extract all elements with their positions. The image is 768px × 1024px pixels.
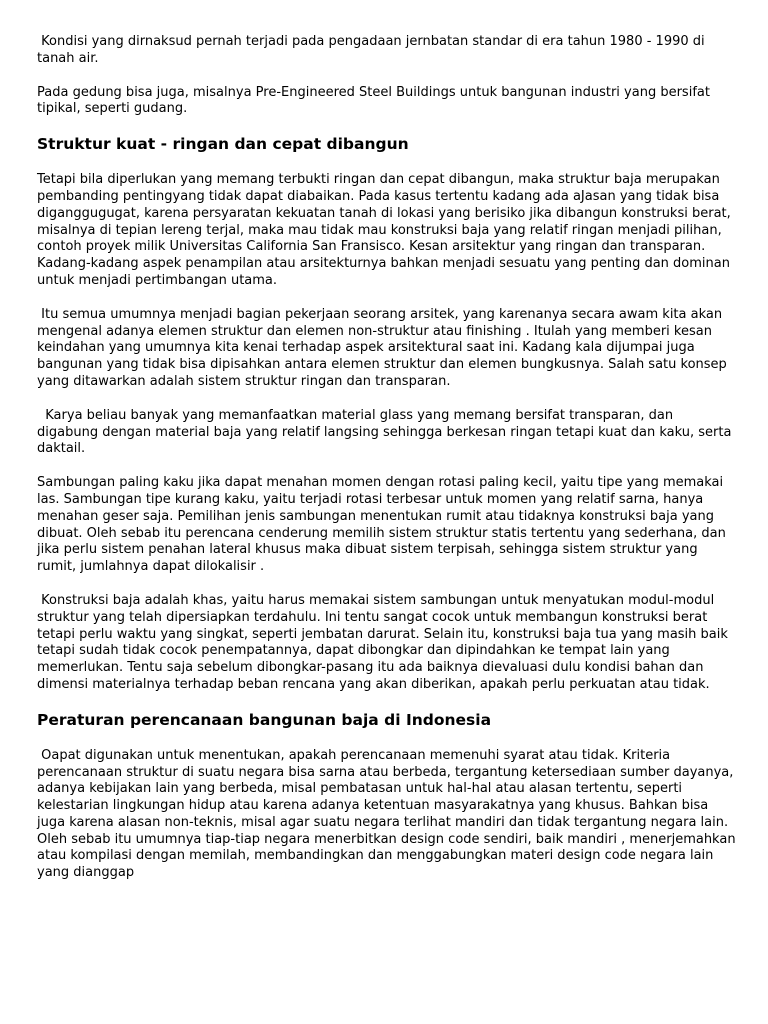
paragraph-6: Sambungan paling kaku jika dapat menahan momen dengan rotasi paling kecil, yaitu tipe yang memakai las. Sambungan tipe kurang kaku, yaitu terjadi rotasi terbesar untuk momen yang relatif sarna, hanya menahan geser saja. Pemilihan jenis sambungan menentukan rumit atau tidaknya konstruksi baja yang dibuat. Oleh sebab itu perencana cenderung memilih sistem struktur statis tertentu yang sederhana, dan jika perlu sistem penahan lateral khusus maka dibuat sistem terpisah, sehingga sistem struktur yang rumit, jumlahnya dapat dilokalisir .	[37, 475, 730, 575]
paragraph-3: Tetapi bila diperlukan yang memang terbukti ringan dan cepat dibangun, maka struktur baja merupakan pembanding pentingyang tidak dapat diabaikan. Pada kasus tertentu kadang ada aJasan yang tidak bisa diganggugugat, karena persyaratan kekuatan tanah di lokasi yang berisiko jika dibangun konstruksi berat, misalnya di tepian lereng terjal, maka mau tidak mau konstruksi baja yang relatif ringan menjadi pilihan, contoh proyek milik Universitas California San Fransisco. Kesan arsitektur yang ringan dan transparan. Kadang-kadang aspek penampilan atau arsitekturnya bahkan menjadi sesuatu yang penting dan dominan untuk menjadi pertimbangan utama.	[37, 172, 735, 288]
paragraph-5: Karya beliau banyak yang memanfaatkan material glass yang memang bersifat transparan, dan digabung dengan material baja yang relatif langsing sehingga berkesan ringan tetapi kuat dan kaku, serta daktail.	[37, 407, 736, 457]
paragraph-1: Kondisi yang dirnaksud pernah terjadi pada pengadaan jernbatan standar di era tahun 1980 - 1990 di tanah air.	[37, 34, 709, 66]
paragraph-7: Konstruksi baja adalah khas, yaitu harus memakai sistem sambungan untuk menyatukan modul-modul struktur yang telah dipersiapkan terdahulu. Ini tentu sangat cocok untuk membangun konstruksi berat tetapi perlu waktu yang singkat, seperti jembatan darurat. Selain itu, konstruksi baja tua yang masih baik tetapi sudah tidak cocok penempatannya, dapat dibongkar dan dipindahkan ke tempat lain yang memerlukan. Tentu saja sebelum dibongkar-pasang itu ada baiknya dievaluasi dulu kondisi bahan dan dimensi materialnya terhadap beban rencana yang akan diberikan, apakah perlu perkuatan atau tidak.	[37, 592, 733, 692]
document-page	[37, 34, 740, 899]
paragraph-2: Pada gedung bisa juga, misalnya Pre-Engineered Steel Buildings untuk bangunan industri yang bersifat tipikal, seperti gudang.	[37, 84, 715, 117]
section-heading-peraturan: Peraturan perencanaan bangunan baja di Indonesia	[37, 710, 492, 729]
paragraph-4: Itu semua umumnya menjadi bagian pekerjaan seorang arsitek, yang karenanya secara awam kita akan mengenal adanya elemen struktur dan elemen non-struktur atau finishing . Itulah yang memberi kesan keindahan yang umumnya kita kenai terhadap aspek arsitektural saat ini. Kadang kala dijumpai juga bangunan yang tidak bisa dipisahkan antara elemen struktur dan elemen bungkusnya. Salah satu konsep yang ditawarkan adalah sistem struktur ringan dan transparan.	[37, 306, 731, 389]
paragraph-8: Oapat digunakan untuk menentukan, apakah perencanaan memenuhi syarat atau tidak. Kriteria perencanaan struktur di suatu negara bisa sarna atau berbeda, tergantung ketersediaan sumber dayanya, adanya kebijakan lain yang berbeda, misal pembatasan untuk hal-hal atau alasan tertentu, seperti kelestarian lingkungan hidup atau karena adanya ketentuan masyarakatnya yang khusus. Bahkan bisa juga karena alasan non-teknis, misal agar suatu negara terlihat mandiri dan tidak tergantung negara lain. Oleh sebab itu umumnya tiap-tiap negara menerbitkan design code sendiri, baik mandiri , menerjemahkan atau kompilasi dengan memilah, membandingkan dan menggabungkan materi design code negara lain yang dianggap	[37, 747, 740, 881]
section-heading-struktur-kuat: Struktur kuat - ringan dan cepat dibangun	[37, 135, 409, 154]
